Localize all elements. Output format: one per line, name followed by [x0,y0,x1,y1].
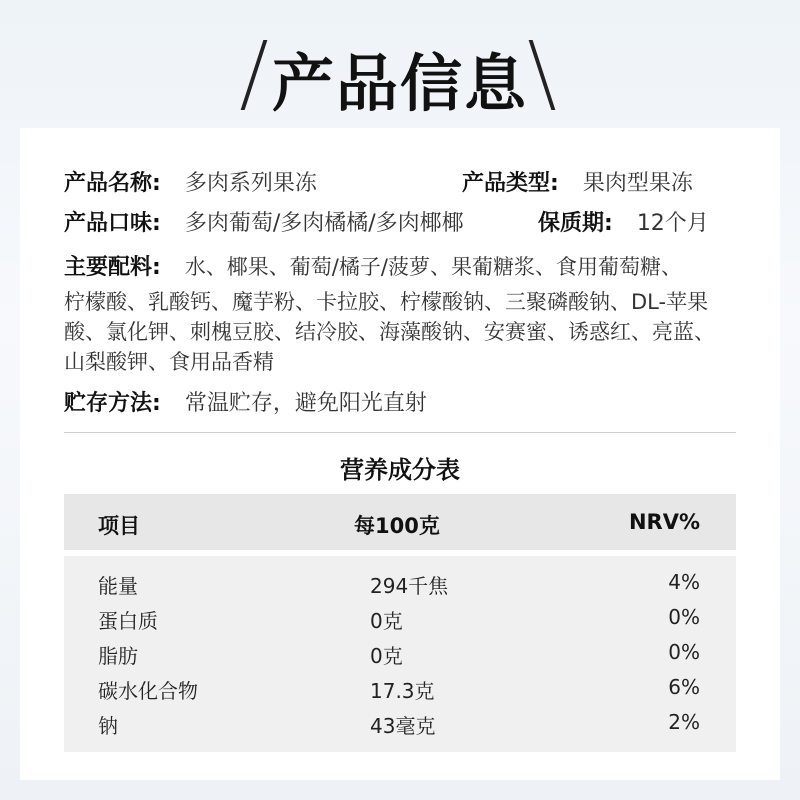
row-item: 钠 [98,714,118,738]
product-flavor-row [64,206,464,237]
section-divider [64,432,736,433]
ingredients-line-3: 酸、氯化钾、刺槐豆胶、结冷胶、海藻酸钠、安赛蜜、诱惑红、亮蓝、 [64,320,715,344]
row-item: 脂肪 [98,644,138,668]
ingredients-line-1: 水、椰果、葡萄/橘子/菠萝、果葡糖浆、食用葡萄糖、 [184,255,682,279]
row-amount: 0克 [370,609,403,633]
nutrition-table-title: 营养成分表 [340,456,460,484]
product-type-value: 果肉型果冻 [582,171,693,196]
row-item: 碳水化合物 [98,679,198,703]
storage-label: 贮存方法: [64,391,161,416]
header-nrv: NRV% [628,510,700,534]
header-item: 项目 [98,514,140,538]
storage-value: 常温贮存，避免阳光直射 [184,391,427,416]
table-row [64,675,736,709]
product-name-label: 产品名称: [64,171,161,196]
row-item: 能量 [98,574,138,598]
row-amount: 17.3克 [370,679,435,703]
product-flavor-value: 多肉葡萄/多肉橘橘/多肉椰椰 [184,211,464,236]
header-per-100g: 每100克 [354,514,440,538]
row-amount: 43毫克 [370,714,436,738]
product-type-label: 产品类型: [462,171,559,196]
row-nrv: 0% [668,605,700,629]
table-row [64,710,736,744]
product-name-value: 多肉系列果冻 [184,171,317,196]
row-nrv: 6% [668,675,700,699]
row-amount: 294千焦 [370,574,449,598]
shelf-life-row [538,206,709,237]
product-flavor-label: 产品口味: [64,211,161,236]
table-row [64,605,736,639]
shelf-life-label: 保质期: [538,211,613,236]
row-nrv: 2% [668,710,700,734]
row-nrv: 0% [668,640,700,664]
product-type-row [462,166,693,197]
ingredients-line-2: 柠檬酸、乳酸钙、魔芋粉、卡拉胶、柠檬酸钠、三聚磷酸钠、DL-苹果 [64,290,709,314]
row-amount: 0克 [370,644,403,668]
page-header [0,0,800,128]
ingredients-line-4: 山梨酸钾、食用品香精 [64,350,274,374]
table-row [64,570,736,604]
storage-row [64,386,427,417]
ingredients-label: 主要配料: [64,255,161,280]
row-item: 蛋白质 [98,609,158,633]
nutrition-table-header [64,494,736,550]
product-name-row [64,166,317,197]
ingredients-row [64,250,682,281]
page-title: 产品信息 [271,47,528,120]
table-row [64,640,736,674]
row-nrv: 4% [668,570,700,594]
shelf-life-value: 12个月 [636,211,709,236]
nutrition-table-body [64,556,736,752]
